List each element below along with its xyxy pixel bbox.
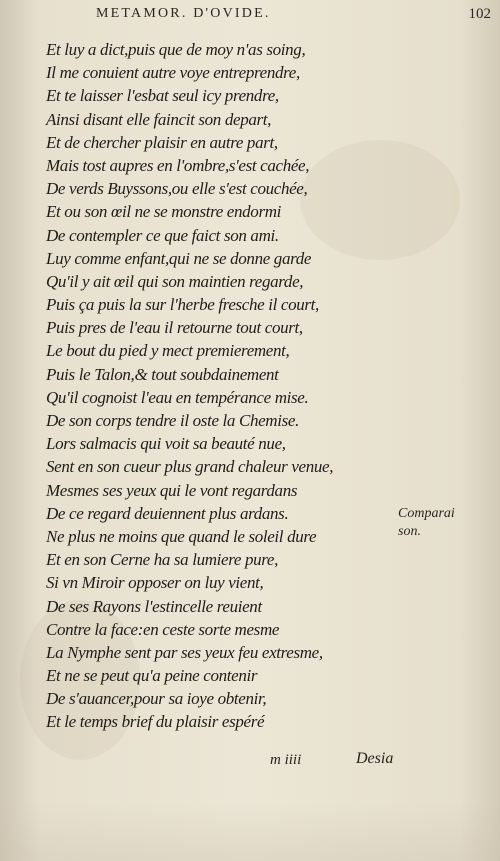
page-header xyxy=(96,6,491,26)
verse-line: Puis pres de l'eau il retourne tout court, xyxy=(46,318,303,338)
verse-line: Et ou son œil ne se monstre endormi xyxy=(46,202,282,222)
verse-line: Mesmes ses yeux qui le vont regardans xyxy=(46,480,298,500)
verse-block xyxy=(46,38,376,734)
verse-line: Qu'il y ait œil qui son maintien regarde, xyxy=(46,271,304,291)
signature-mark: m iiii xyxy=(270,752,302,768)
verse-line: Luy comme enfant,qui ne se donne garde xyxy=(46,248,312,268)
verse-line: Et de chercher plaisir en autre part, xyxy=(46,132,278,152)
verse-line: Et en son Cerne ha sa lumiere pure, xyxy=(46,550,279,570)
page-shadow xyxy=(0,801,500,861)
verse-line: De ce regard deuiennent plus ardans. xyxy=(46,503,289,523)
verse-line: Sent en son cueur plus grand chaleur venue, xyxy=(46,457,334,477)
margin-note-line: son. xyxy=(398,524,421,539)
verse-line: Et te laisser l'esbat seul icy prendre, xyxy=(46,86,279,106)
verse-line: De ses Rayons l'estincelle reuient xyxy=(46,596,262,616)
verse-line: Il me conuient autre voye entreprendre, xyxy=(46,63,300,83)
verse-line: La Nymphe sent par ses yeux feu extresme, xyxy=(46,642,323,662)
verse-line: Contre la face:en ceste sorte mesme xyxy=(46,619,280,639)
verse-line: Et ne se peut qu'a peine contenir xyxy=(46,666,258,686)
margin-note-line: Comparai xyxy=(398,506,455,521)
verse-line: De son corps tendre il oste la Chemise. xyxy=(46,411,299,430)
verse-line: De verds Buyssons,ou elle s'est couchée, xyxy=(46,179,308,199)
verse-line: Si vn Miroir opposer on luy vient, xyxy=(46,573,264,593)
verse-line: De contempler ce que faict son ami. xyxy=(46,225,279,245)
verse-line: Et luy a dict,puis que de moy n'as soing, xyxy=(46,40,306,59)
margin-note xyxy=(398,505,478,541)
catchword: Desia xyxy=(356,750,394,767)
verse-line: Ainsi disant elle faincit son depart, xyxy=(46,109,272,129)
verse-line: De s'auancer,pour sa ioye obtenir, xyxy=(46,689,267,709)
verse-line: Puis ça puis la sur l'herbe fresche il court, xyxy=(46,295,319,315)
verse-line: Et le temps brief du plaisir espéré xyxy=(46,712,265,732)
running-head: METAMOR. D'OVIDE. xyxy=(96,6,271,21)
verse-line: Le bout du pied y mect premierement, xyxy=(46,341,290,361)
verse-line: Ne plus ne moins que quand le soleil dure xyxy=(46,526,317,546)
verse-line: Mais tost aupres en l'ombre,s'est cachée, xyxy=(46,155,310,175)
verse-line: Lors salmacis qui voit sa beauté nue, xyxy=(46,434,286,454)
verse-line: Puis le Talon,& tout soubdainement xyxy=(46,364,279,384)
page-number: 102 xyxy=(468,6,491,22)
verse-line: Qu'il cognoist l'eau en tempérance mise. xyxy=(46,387,309,407)
